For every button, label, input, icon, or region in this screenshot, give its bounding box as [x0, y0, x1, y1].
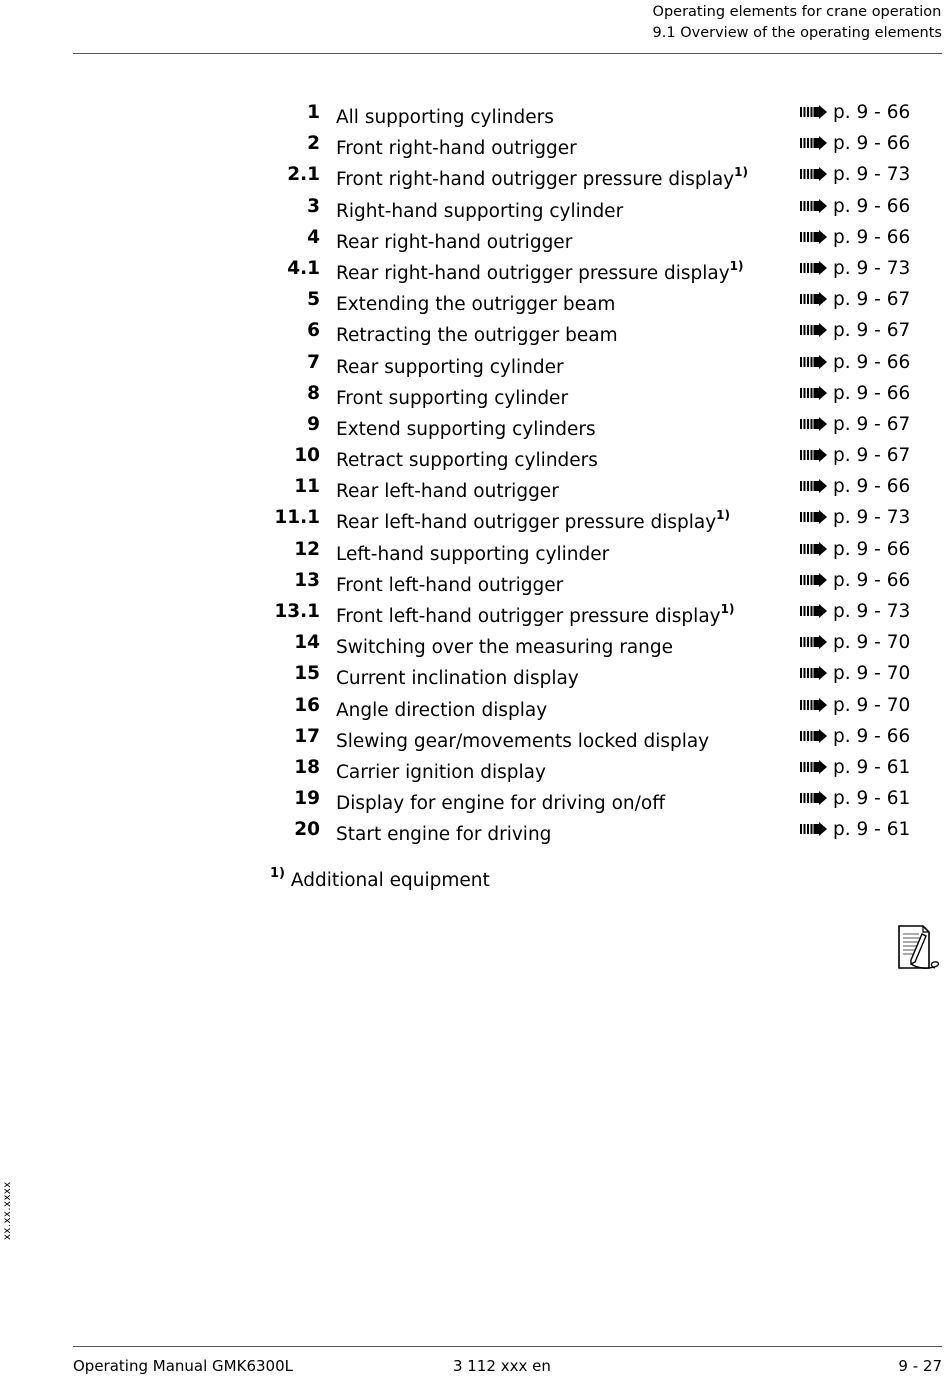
- page-reference-link[interactable]: [800, 159, 910, 190]
- item-number: 7: [307, 351, 320, 373]
- item-label-text: Start engine for driving: [336, 824, 552, 846]
- page-reference-text: p. 9 - 73: [833, 507, 911, 529]
- header-divider: [73, 53, 942, 54]
- footer-page-number: 9 - 27: [898, 1357, 942, 1375]
- reference-arrow-icon: [800, 292, 828, 306]
- item-number: 9: [307, 413, 320, 435]
- page-reference-link[interactable]: [800, 658, 910, 689]
- reference-arrow-icon: [800, 417, 828, 431]
- list-item: [270, 658, 910, 689]
- footer-manual-title: Operating Manual GMK6300L: [73, 1357, 293, 1375]
- reference-arrow-icon: [800, 479, 828, 493]
- item-number: 19: [294, 788, 320, 810]
- reference-arrow-icon: [800, 323, 828, 337]
- page-reference-text: p. 9 - 66: [833, 133, 911, 155]
- item-number: 13: [294, 569, 320, 591]
- page-reference-text: p. 9 - 67: [833, 320, 911, 342]
- page-reference-link[interactable]: [800, 378, 910, 409]
- page-reference-link[interactable]: [800, 534, 910, 565]
- item-number: 10: [294, 445, 320, 467]
- reference-arrow-icon: [800, 167, 828, 181]
- page-reference-text: p. 9 - 66: [833, 476, 911, 498]
- page-reference-link[interactable]: [800, 596, 910, 627]
- reference-arrow-icon: [800, 604, 828, 618]
- footer-divider: [73, 1346, 942, 1347]
- item-label-text: Rear right-hand outrigger pressure display: [336, 263, 730, 285]
- reference-arrow-icon: [800, 510, 828, 524]
- reference-arrow-icon: [800, 635, 828, 649]
- reference-arrow-icon: [800, 822, 828, 836]
- item-label-text: Left-hand supporting cylinder: [336, 543, 610, 565]
- page-reference-text: p. 9 - 67: [833, 445, 911, 467]
- item-label-text: Extending the outrigger beam: [336, 294, 616, 316]
- item-label-text: Angle direction display: [336, 699, 548, 721]
- reference-arrow-icon: [800, 230, 828, 244]
- page-reference-text: p. 9 - 66: [833, 351, 911, 373]
- list-item: [270, 627, 910, 658]
- page-reference-link[interactable]: [800, 721, 910, 752]
- page-header: [653, 2, 942, 44]
- item-label-text: Rear left-hand outrigger pressure display: [336, 512, 717, 534]
- item-number: 18: [294, 756, 320, 778]
- item-number: 15: [294, 663, 320, 685]
- item-label-text: Front right-hand outrigger: [336, 138, 577, 160]
- item-label-text: Extend supporting cylinders: [336, 419, 596, 441]
- page-reference-text: p. 9 - 66: [833, 226, 911, 248]
- page-reference-link[interactable]: [800, 565, 910, 596]
- page-reference-link[interactable]: [800, 440, 910, 471]
- list-item: [270, 471, 910, 502]
- item-label-text: Front supporting cylinder: [336, 387, 569, 409]
- list-item: [270, 690, 910, 721]
- page-reference-link[interactable]: [800, 471, 910, 502]
- list-item: [270, 596, 910, 627]
- page-reference-link[interactable]: [800, 783, 910, 814]
- item-label-text: Switching over the measuring range: [336, 637, 674, 659]
- page-reference-text: p. 9 - 73: [833, 164, 911, 186]
- item-number: 17: [294, 725, 320, 747]
- page-reference-text: p. 9 - 61: [833, 819, 911, 841]
- item-label-text: Rear left-hand outrigger: [336, 481, 559, 503]
- item-label-text: Display for engine for driving on/off: [336, 793, 665, 815]
- list-item: [270, 315, 910, 346]
- item-number: 11: [294, 476, 320, 498]
- page-reference-link[interactable]: [800, 97, 910, 128]
- item-label-text: Rear right-hand outrigger: [336, 231, 573, 253]
- reference-arrow-icon: [800, 666, 828, 680]
- reference-arrow-icon: [800, 261, 828, 275]
- page-reference-link[interactable]: [800, 814, 910, 845]
- item-label-text: Front left-hand outrigger pressure display: [336, 606, 721, 628]
- page-reference-text: p. 9 - 61: [833, 788, 911, 810]
- page-reference-text: p. 9 - 70: [833, 694, 911, 716]
- list-item: [270, 752, 910, 783]
- reference-arrow-icon: [800, 760, 828, 774]
- list-item: [270, 721, 910, 752]
- item-number: 6: [307, 320, 320, 342]
- footnote: [270, 868, 490, 891]
- reference-arrow-icon: [800, 729, 828, 743]
- page-reference-text: p. 9 - 66: [833, 725, 911, 747]
- item-label: [336, 814, 551, 850]
- reference-arrow-icon: [800, 199, 828, 213]
- item-label-text: Carrier ignition display: [336, 762, 546, 784]
- list-item: [270, 502, 910, 533]
- item-number: 11.1: [274, 507, 320, 529]
- page-reference-link[interactable]: [800, 690, 910, 721]
- page-reference-text: p. 9 - 66: [833, 569, 911, 591]
- item-label-text: Slewing gear/movements locked display: [336, 730, 710, 752]
- page-reference-text: p. 9 - 70: [833, 632, 911, 654]
- item-number: 13.1: [274, 601, 320, 622]
- item-footnote-mark: 1): [729, 258, 744, 273]
- item-number: 8: [307, 382, 320, 404]
- item-footnote-mark: 1): [734, 165, 748, 180]
- item-number: 14: [294, 632, 320, 654]
- reference-arrow-icon: [800, 698, 828, 712]
- footer-document-number: 3 112 xxx en: [453, 1357, 551, 1375]
- page-reference-link[interactable]: [800, 752, 910, 783]
- reference-arrow-icon: [800, 542, 828, 556]
- reference-arrow-icon: [800, 355, 828, 369]
- page-reference-text: p. 9 - 73: [833, 257, 911, 279]
- item-number: 16: [294, 694, 320, 716]
- reference-arrow-icon: [800, 386, 828, 400]
- list-item: [270, 534, 910, 565]
- item-number: 4: [307, 226, 320, 248]
- item-label-text: Right-hand supporting cylinder: [336, 200, 624, 222]
- page-reference-link[interactable]: [800, 502, 910, 533]
- item-number: 2.1: [287, 164, 320, 186]
- side-document-code: [2, 1181, 32, 1250]
- item-label-text: Front left-hand outrigger: [336, 574, 564, 596]
- item-label-text: All supporting cylinders: [336, 107, 554, 129]
- header-section-title: 9.1 Overview of the operating elements: [652, 25, 942, 41]
- item-number: 5: [307, 289, 320, 311]
- list-item: [270, 347, 910, 378]
- list-item: [270, 814, 910, 845]
- footnote-text: Additional equipment: [290, 870, 490, 892]
- list-item: [270, 222, 910, 253]
- page-reference-link[interactable]: [800, 222, 910, 253]
- page-reference-text: p. 9 - 61: [833, 756, 911, 778]
- page-reference-text: p. 9 - 70: [833, 663, 911, 685]
- page-reference-link[interactable]: [800, 409, 910, 440]
- reference-arrow-icon: [800, 791, 828, 805]
- page-reference-link[interactable]: [800, 284, 910, 315]
- list-item: [270, 253, 910, 284]
- item-number: 3: [307, 195, 320, 217]
- item-number: 2: [307, 133, 320, 155]
- reference-arrow-icon: [800, 573, 828, 587]
- list-item: [270, 378, 910, 409]
- page-reference-link[interactable]: [800, 191, 910, 222]
- header-chapter-title: Operating elements for crane operation: [652, 4, 942, 20]
- item-label-text: Retracting the outrigger beam: [336, 325, 618, 347]
- operating-elements-list: [270, 97, 910, 846]
- item-number: 20: [294, 819, 320, 841]
- page-reference-text: p. 9 - 66: [833, 102, 911, 123]
- item-number: 4.1: [287, 257, 320, 279]
- item-footnote-mark: 1): [720, 602, 735, 616]
- item-footnote-mark: 1): [716, 508, 730, 523]
- page-reference-link[interactable]: [800, 627, 910, 658]
- list-item: [270, 191, 910, 222]
- item-label-text: Rear supporting cylinder: [336, 356, 564, 378]
- page-reference-text: p. 9 - 67: [833, 413, 911, 435]
- page-reference-text: p. 9 - 66: [833, 382, 911, 404]
- page-reference-link[interactable]: [800, 253, 910, 284]
- page-reference-text: p. 9 - 67: [833, 289, 911, 311]
- list-item: [270, 128, 910, 159]
- list-item: [270, 565, 910, 596]
- page-reference-text: p. 9 - 66: [833, 538, 911, 560]
- list-item: [270, 783, 910, 814]
- page-reference-link[interactable]: [800, 128, 910, 159]
- item-number: 12: [294, 538, 320, 560]
- reference-arrow-icon: [800, 136, 828, 150]
- page-reference-text: p. 9 - 73: [833, 601, 911, 622]
- item-label-text: Front right-hand outrigger pressure display: [336, 169, 735, 191]
- page-reference-link[interactable]: [800, 315, 910, 346]
- item-label-text: Current inclination display: [336, 668, 579, 690]
- reference-arrow-icon: [800, 105, 828, 119]
- reference-arrow-icon: [800, 448, 828, 462]
- list-item: [270, 97, 910, 128]
- side-code-text: xx.xx.xxxx: [2, 1181, 13, 1240]
- item-label-text: Retract supporting cylinders: [336, 450, 598, 472]
- notes-pen-icon: [893, 924, 943, 974]
- list-item: [270, 409, 910, 440]
- page-reference-text: p. 9 - 66: [833, 195, 911, 217]
- list-item: [270, 159, 910, 190]
- page-reference-link[interactable]: [800, 347, 910, 378]
- list-item: [270, 440, 910, 471]
- footnote-mark: 1): [270, 866, 285, 881]
- item-number: 1: [307, 102, 320, 123]
- list-item: [270, 284, 910, 315]
